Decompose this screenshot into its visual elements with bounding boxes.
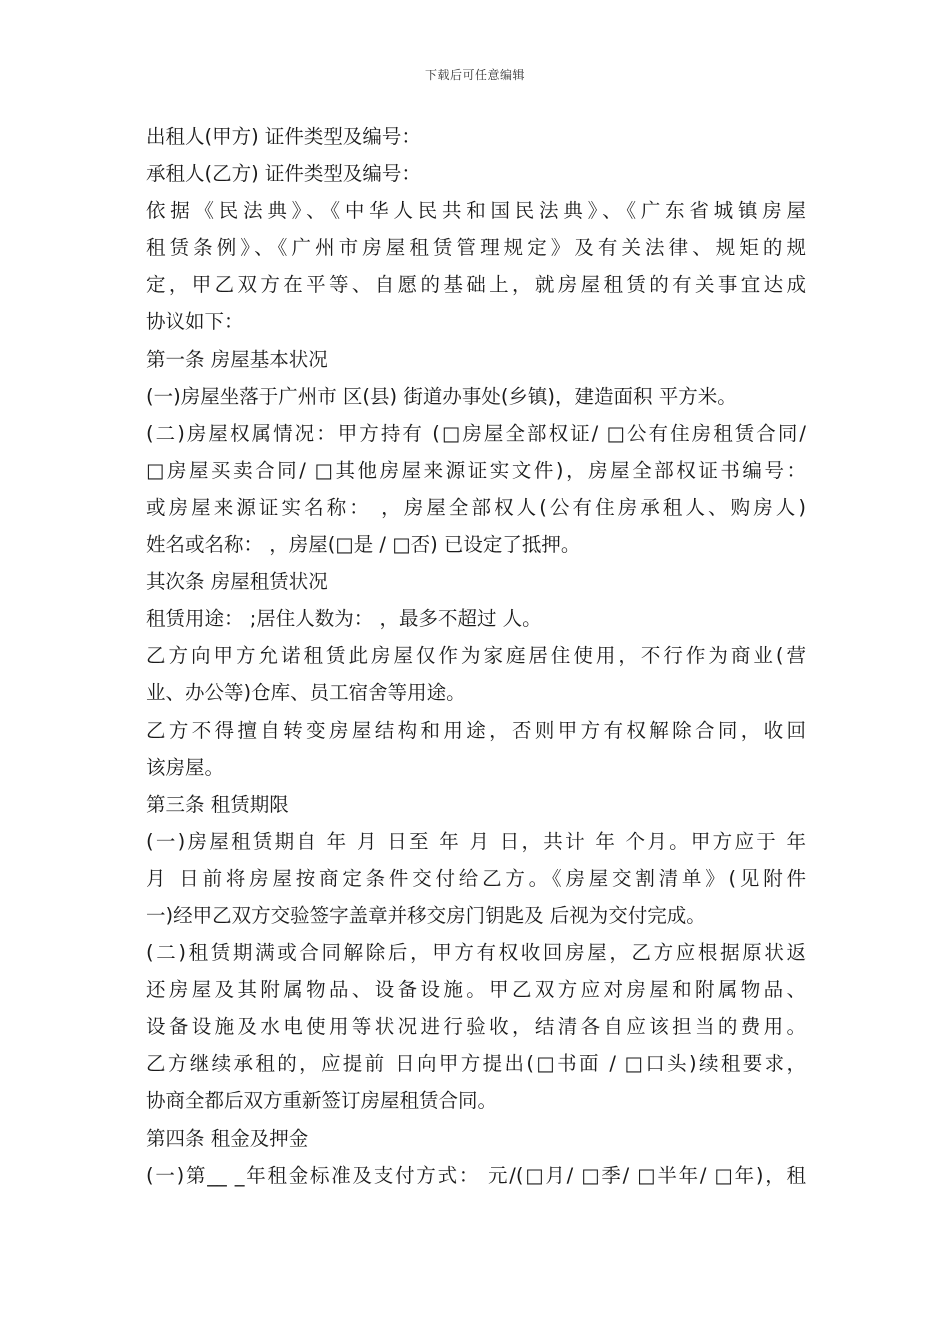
document-line: 该房屋。 [146, 755, 225, 779]
document-line: 依据《民法典》、《中华人民共和国民法典》、《广东省城镇房屋 [146, 199, 806, 223]
document-line: 承租人(乙方) 证件类型及编号： [146, 162, 421, 186]
document-line: 第四条 租金及押金 [146, 1126, 309, 1150]
document-line: (二)房屋权属情况：甲方持有 (□房屋全部权证/ □公有住房租赁合同/ [146, 421, 806, 445]
document-line: 设备设施及水电使用等状况进行验收，结清各自应该担当的费用。 [146, 1015, 806, 1039]
document-line: 乙方继续承租的，应提前 日向甲方提出(□书面 / □口头)续租要求， [146, 1052, 806, 1076]
page-header-note: 下载后可任意编辑 [424, 68, 525, 82]
document-line: 租赁条例》、《广州市房屋租赁管理规定》及有关法律、规矩的规 [146, 236, 806, 260]
document-line: □房屋买卖合同/ □其他房屋来源证实文件)，房屋全部权证书编号： [146, 458, 806, 482]
document-line: 月 日前将房屋按商定条件交付给乙方。《房屋交割清单》(见附件 [146, 866, 806, 890]
document-line: 或房屋来源证实名称： ，房屋全部权人(公有住房承租人、购房人) [146, 495, 806, 519]
document-line: 第一条 房屋基本状况 [146, 347, 328, 371]
document-line: (一)第__ _年租金标准及支付方式： 元/(□月/ □季/ □半年/ □年)，租 [146, 1163, 806, 1187]
document-line: 还房屋及其附属物品、设备设施。甲乙双方应对房屋和附属物品、 [146, 978, 806, 1002]
document-line: 协议如下： [146, 310, 244, 334]
document-line: 姓名或名称： ，房屋(□是 / □否) 已设定了抵押。 [146, 533, 581, 557]
document-line: 一)经甲乙双方交验签字盖章并移交房门钥匙及 后视为交付完成。 [146, 903, 706, 927]
document-line: (二)租赁期满或合同解除后，甲方有权收回房屋，乙方应根据原状返 [146, 941, 806, 965]
document-line: (一)房屋坐落于广州市 区(县) 街道办事处(乡镇)，建造面积 平方米。 [146, 384, 737, 408]
document-line: 乙方不得擅自转变房屋结构和用途，否则甲方有权解除合同，收回 [146, 718, 806, 742]
document-line: 业、办公等)仓库、员工宿舍等用途。 [146, 681, 466, 705]
document-line: (一)房屋租赁期自 年 月 日至 年 月 日，共计 年 个月。甲方应于 年 [146, 829, 806, 853]
document-line: 出租人(甲方) 证件类型及编号： [146, 125, 421, 148]
document-line: 乙方向甲方允诺租赁此房屋仅作为家庭居住使用，不行作为商业(营 [146, 644, 806, 668]
document-line: 其次条 房屋租赁状况 [146, 570, 328, 594]
document-line: 租赁用途： ;居住人数为： ，最多不超过 人。 [146, 607, 542, 631]
document-line: 第三条 租赁期限 [146, 792, 289, 816]
document-body [146, 118, 806, 1194]
document-line: 协商全都后双方重新签订房屋租赁合同。 [146, 1089, 498, 1113]
document-line: 定，甲乙双方在平等、自愿的基础上，就房屋租赁的有关事宜达成 [146, 273, 806, 297]
